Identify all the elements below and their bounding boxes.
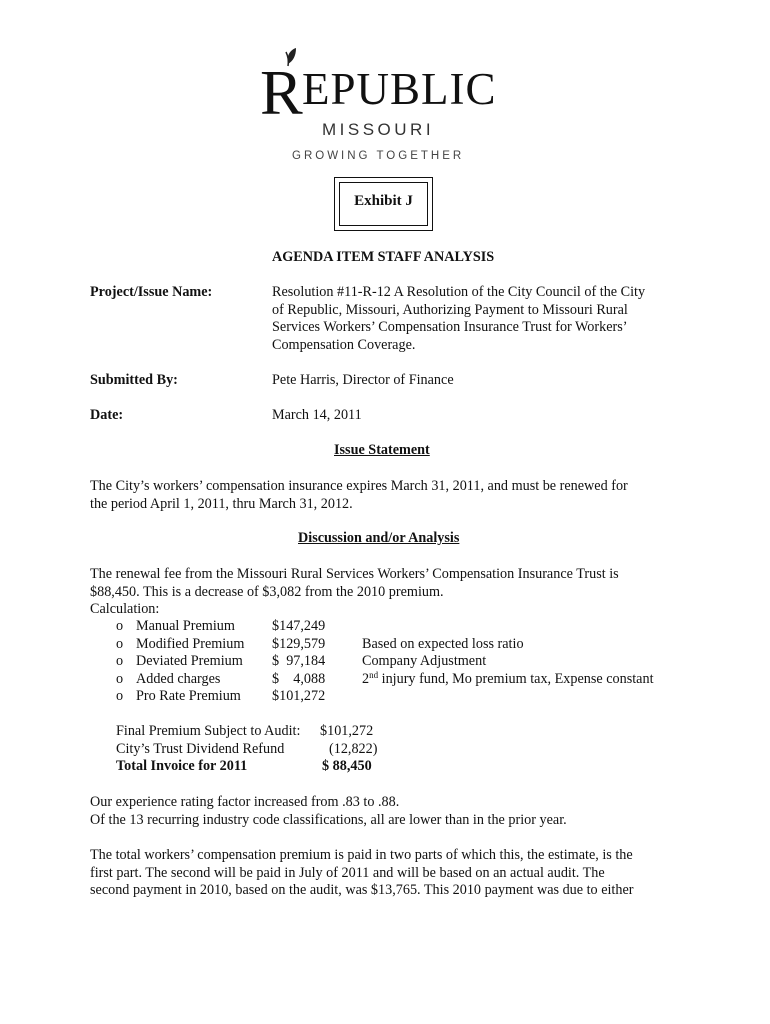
issue-line: The City’s workers’ compensation insurance expires March 31, 2011, and must be renewed for [90,478,628,494]
discussion-line: $88,450. This is a decrease of $3,082 from the 2010 premium. [90,583,444,600]
project-label: Project/Issue Name: [90,284,213,300]
experience-line: Our experience rating factor increased from .83 to .88. [90,794,400,810]
bullet-icon: o [116,653,124,669]
logo-wordmark: EPUBLIC [302,64,497,114]
payment-line: first part. The second will be paid in July of 2011 and will be based on an actual audit. The [90,864,605,881]
exhibit-label: Exhibit J [339,182,428,226]
logo-tagline: GROWING TOGETHER [292,150,465,162]
project-line: Compensation Coverage. [272,336,416,353]
bullet-icon: o [116,618,124,634]
calc-note-num: 2 [362,670,370,687]
calc-note: Based on expected loss ratio [362,635,524,652]
summary-total-amount: $ 88,450 [322,758,372,774]
calc-note-text: injury fund, Mo premium tax, Expense constant [378,670,654,687]
calc-note: Company Adjustment [362,653,487,669]
republic-logo [258,44,518,166]
summary-amount: (12,822) [329,740,378,757]
submitted-value: Pete Harris, Director of Finance [272,372,454,388]
calc-label: Modified Premium [136,635,245,652]
payment-line: second payment in 2010, based on the audit, was $13,765. This 2010 payment was due to either [90,882,634,898]
calc-amount: $147,249 [272,618,326,634]
calc-amount: $ 4,088 [272,670,326,687]
discussion-heading: Discussion and/or Analysis [298,530,460,546]
discussion-line: The renewal fee from the Missouri Rural Services Workers’ Compensation Insurance Trust is [90,566,619,582]
calc-label: Deviated Premium [136,653,243,669]
page-title: AGENDA ITEM STAFF ANALYSIS [272,249,495,265]
calc-label: Manual Premium [136,618,235,634]
summary-label: Final Premium Subject to Audit: [116,723,301,739]
date-label: Date: [90,407,124,423]
issue-line: the period April 1, 2011, thru March 31, 2012. [90,495,353,512]
summary-label: City’s Trust Dividend Refund [116,740,285,757]
logo-initial: R [260,57,303,128]
calc-note-sup: nd [369,669,379,680]
submitted-label: Submitted By: [90,372,178,388]
bullet-icon: o [116,635,124,652]
republic-logo-graphic [258,44,518,166]
calc-amount: $101,272 [272,688,326,704]
calc-amount: $129,579 [272,635,326,652]
calculation-label: Calculation: [90,601,160,617]
project-line: Services Workers’ Compensation Insurance Trust for Workers’ [272,319,628,335]
date-value: March 14, 2011 [272,407,362,423]
calc-label: Pro Rate Premium [136,688,241,704]
calc-amount: $ 97,184 [272,653,326,669]
payment-line: The total workers’ compensation premium is paid in two parts of which this, the estimate, is the [90,847,633,863]
summary-total-label: Total Invoice for 2011 [116,758,248,774]
summary-amount: $101,272 [320,723,374,739]
experience-line: Of the 13 recurring industry code classifications, all are lower than in the prior year. [90,811,567,828]
calc-label: Added charges [136,670,221,687]
issue-heading: Issue Statement [334,442,430,458]
logo-state: MISSOURI [322,120,435,139]
bullet-icon: o [116,670,124,687]
bullet-icon: o [116,688,124,704]
calc-note [362,671,654,689]
project-line: Resolution #11-R-12 A Resolution of the City Council of the City [272,284,646,300]
project-line: of Republic, Missouri, Authorizing Payment to Missouri Rural [272,301,628,318]
exhibit-box [334,177,433,231]
